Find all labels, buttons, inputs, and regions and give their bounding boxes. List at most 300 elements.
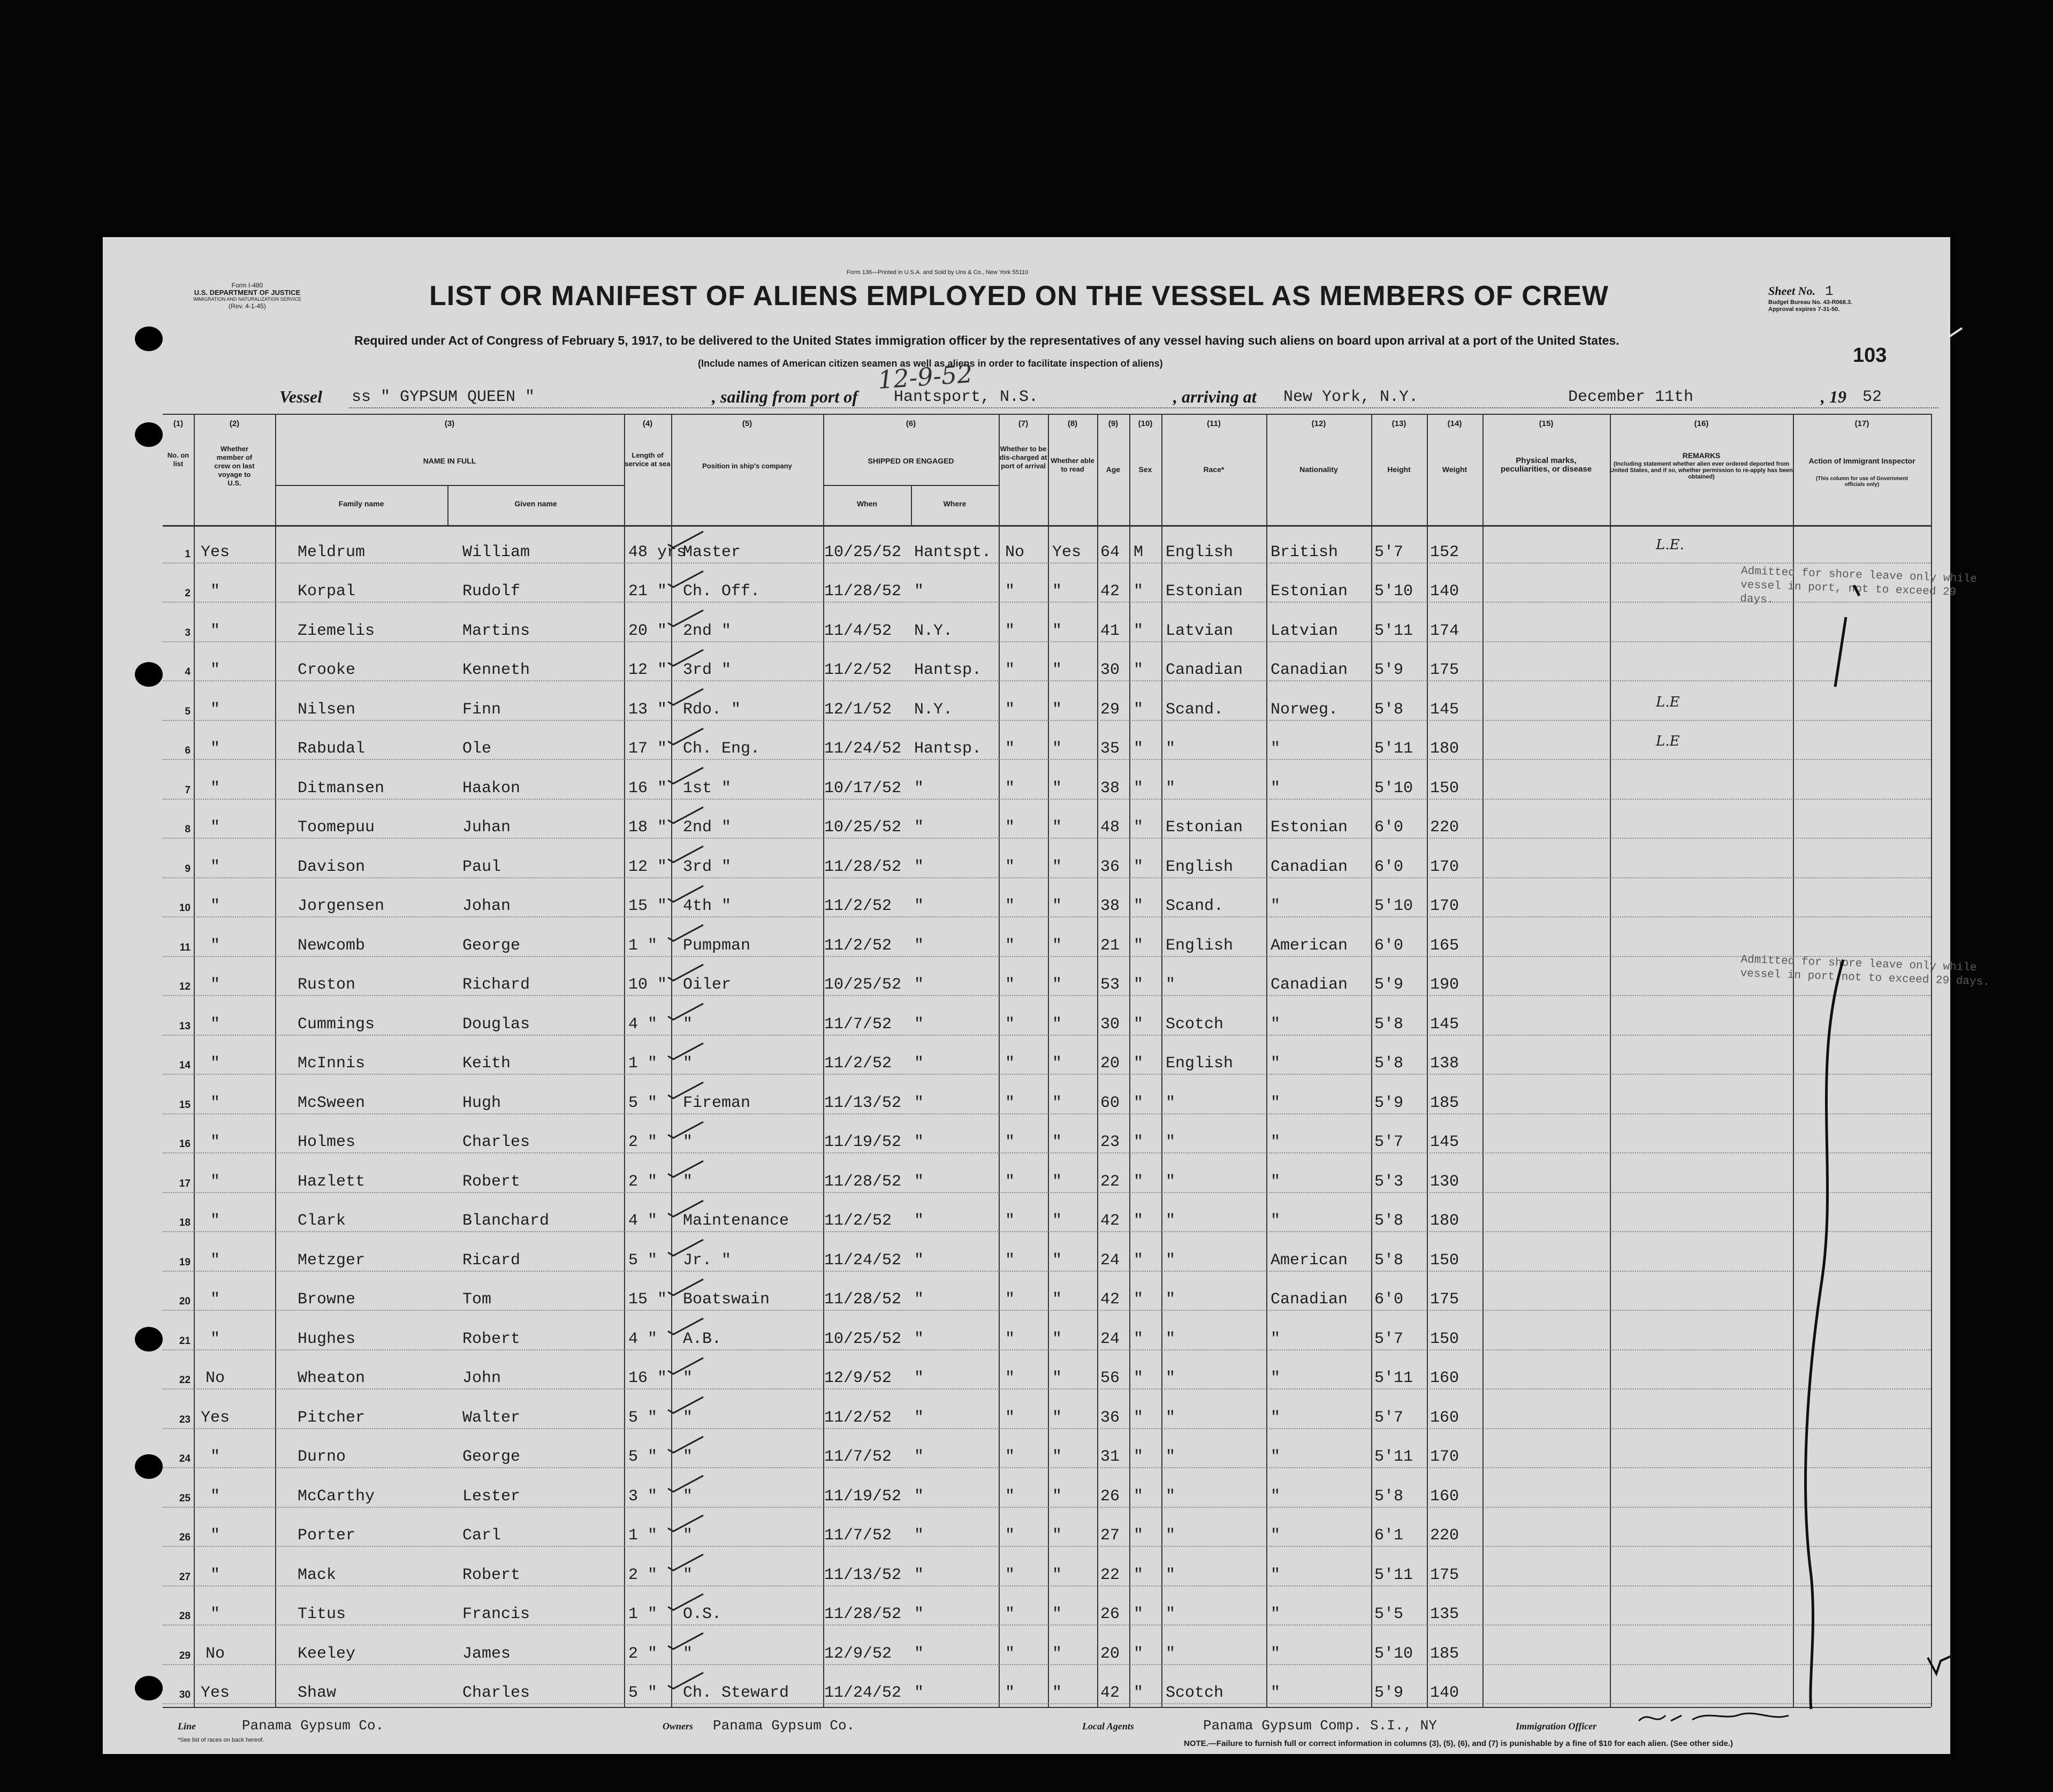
row-number: 30 [179, 1689, 191, 1700]
family-name-cell: Porter [298, 1527, 356, 1545]
where-cell: " [914, 1605, 924, 1623]
height-cell: 5'8 [1374, 1015, 1404, 1034]
col-prev-voyage-header: Whether member of crew on last voyage to U.S. [214, 445, 255, 487]
prev-voyage-cell: Yes [200, 1684, 230, 1702]
prev-voyage-cell: " [210, 1212, 220, 1230]
service-cell: 17 " [628, 740, 667, 758]
col-action-note: (This column for use of Government officials only) [1815, 476, 1908, 488]
given-name-cell: Haakon [462, 779, 521, 798]
position-cell: " [683, 1133, 693, 1151]
age-cell: 48 [1100, 818, 1120, 837]
position-cell: " [683, 1369, 693, 1387]
table-row [163, 998, 1931, 1038]
row-number: 10 [179, 902, 191, 914]
when-cell: 11/4/52 [824, 621, 892, 640]
weight-cell: 152 [1430, 543, 1459, 561]
family-name-cell: Rabudal [298, 740, 366, 758]
read-cell: " [1052, 1133, 1062, 1151]
table-row [163, 644, 1931, 684]
service-cell: 12 " [628, 857, 667, 876]
row-number: 17 [179, 1178, 191, 1189]
when-cell: 11/28/52 [824, 1290, 902, 1309]
position-cell: Jr. " [683, 1251, 732, 1270]
weight-cell: 190 [1430, 976, 1459, 994]
prev-voyage-cell: " [210, 621, 220, 640]
where-cell: " [914, 1290, 924, 1309]
read-cell: " [1052, 1448, 1062, 1466]
given-name-cell: Tom [462, 1290, 492, 1309]
race-cell: Estonian [1166, 818, 1243, 837]
sex-cell: " [1134, 818, 1144, 837]
read-cell: " [1052, 582, 1062, 601]
given-name-cell: Keith [462, 1054, 511, 1073]
family-name-cell: Ruston [298, 976, 356, 994]
col-remarks-note: (Including statement whether alien ever ordered deported from United States, and if so, whether permission to re-apply has been obtained) [1610, 461, 1793, 480]
department: U.S. DEPARTMENT OF JUSTICE [194, 288, 301, 297]
nationality-cell: American [1271, 936, 1348, 955]
sex-cell: " [1134, 740, 1144, 758]
discharged-cell: " [1005, 621, 1015, 640]
position-cell: Ch. Eng. [683, 740, 761, 758]
age-cell: 26 [1100, 1605, 1120, 1623]
row-dotted-line [163, 1271, 1931, 1272]
punch-hole [135, 662, 163, 687]
where-cell: " [914, 582, 924, 601]
prev-voyage-cell: Yes [200, 543, 230, 561]
col-position-header: Position in ship's company [702, 462, 792, 470]
nationality-cell: " [1271, 1566, 1281, 1584]
row-number: 3 [185, 627, 191, 639]
family-name-cell: Hughes [298, 1330, 356, 1348]
where-cell: " [914, 897, 924, 915]
where-cell: " [914, 1251, 924, 1270]
row-number: 13 [179, 1020, 191, 1032]
row-dotted-line [163, 1507, 1931, 1508]
officer-label: Immigration Officer [1516, 1721, 1597, 1732]
tick-mark [666, 1591, 714, 1612]
height-cell: 5'8 [1374, 1054, 1404, 1073]
when-cell: 11/28/52 [824, 857, 902, 876]
column-number: (8) [1067, 419, 1078, 428]
tick-mark [666, 1669, 714, 1691]
owners-label: Owners [663, 1721, 694, 1732]
age-cell: 36 [1100, 1408, 1120, 1427]
table-row [163, 1038, 1931, 1077]
discharged-cell: " [1005, 779, 1015, 798]
row-number: 23 [179, 1414, 191, 1425]
row-dotted-line [163, 1231, 1931, 1233]
tick-mark [666, 804, 714, 825]
row-dotted-line [163, 1428, 1931, 1430]
where-cell: " [914, 936, 924, 955]
form-title: LIST OR MANIFEST OF ALIENS EMPLOYED ON THE VESSEL AS MEMBERS OF CREW [429, 280, 1609, 312]
tick-mark [666, 1276, 714, 1297]
race-cell: " [1166, 1094, 1176, 1112]
race-cell: " [1166, 1408, 1176, 1427]
arrival-date: December 11th [1568, 388, 1694, 406]
budget-number: Budget Bureau No. 43-R068.3. [1768, 299, 1853, 306]
weight-cell: 175 [1430, 661, 1459, 679]
table-row [163, 802, 1931, 841]
table-row [163, 920, 1931, 959]
discharged-cell: " [1005, 976, 1015, 994]
position-cell: Boatswain [683, 1290, 770, 1309]
row-number: 2 [185, 588, 191, 599]
table-row [163, 605, 1931, 644]
tick-mark [666, 1472, 714, 1494]
prev-voyage-cell: " [210, 897, 220, 915]
read-cell: " [1052, 1290, 1062, 1309]
column-number: (11) [1207, 419, 1221, 428]
service-cell: 4 " [628, 1212, 658, 1230]
remarks-stamp: Admitted for shore leave only while vessel in port, not to exceed 29 days. [1739, 565, 1978, 606]
when-cell: 11/19/52 [824, 1133, 902, 1151]
position-cell: " [683, 1487, 693, 1506]
given-name-cell: Paul [462, 857, 501, 876]
read-cell: " [1052, 700, 1062, 719]
col-when-header: When [856, 499, 878, 508]
where-cell: Hantsp. [914, 661, 982, 679]
tick-mark [666, 1551, 714, 1573]
races-footnote: *See list of races on back hereof. [178, 1737, 264, 1743]
discharged-cell: " [1005, 661, 1015, 679]
discharged-cell: " [1005, 1212, 1015, 1230]
given-name-cell: Robert [462, 1330, 521, 1348]
where-cell: " [914, 1054, 924, 1073]
sex-cell: " [1134, 1487, 1144, 1506]
discharged-cell: " [1005, 1448, 1015, 1466]
discharged-cell: " [1005, 936, 1015, 955]
weight-cell: 175 [1430, 1566, 1459, 1584]
service-cell: 2 " [628, 1566, 658, 1584]
row-dotted-line [163, 1546, 1931, 1547]
discharged-cell: " [1005, 1290, 1015, 1309]
weight-cell: 160 [1430, 1408, 1459, 1427]
prev-voyage-cell: " [210, 1094, 220, 1112]
family-name-cell: Crooke [298, 661, 356, 679]
position-cell: " [683, 1527, 693, 1545]
height-cell: 5'5 [1374, 1605, 1404, 1623]
read-cell: " [1052, 1487, 1062, 1506]
read-cell: " [1052, 1172, 1062, 1191]
race-cell: " [1166, 1566, 1176, 1584]
nationality-cell: British [1271, 543, 1339, 561]
revision: (Rev. 4-1-45) [229, 302, 266, 310]
prev-voyage-cell: " [210, 976, 220, 994]
where-cell: " [914, 1408, 924, 1427]
read-cell: " [1052, 1408, 1062, 1427]
tick-mark [666, 1000, 714, 1022]
row-number: 6 [185, 745, 191, 756]
position-cell: Master [683, 543, 741, 561]
service-cell: 21 " [628, 582, 667, 601]
given-name-cell: William [462, 543, 530, 561]
prev-voyage-cell: " [210, 779, 220, 798]
race-cell: " [1166, 1448, 1176, 1466]
height-cell: 5'8 [1374, 1251, 1404, 1270]
sex-cell: " [1134, 1605, 1144, 1623]
prev-voyage-cell: " [210, 1605, 220, 1623]
weight-cell: 150 [1430, 779, 1459, 798]
read-cell: " [1052, 976, 1062, 994]
prev-voyage-cell: " [210, 1448, 220, 1466]
weight-cell: 170 [1430, 857, 1459, 876]
read-cell: " [1052, 779, 1062, 798]
family-name-cell: Metzger [298, 1251, 366, 1270]
given-name-cell: James [462, 1644, 511, 1663]
discharged-cell: " [1005, 1408, 1015, 1427]
race-cell: English [1166, 936, 1234, 955]
tick-mark [666, 1158, 714, 1179]
sailing-label: , sailing from port of [712, 387, 858, 406]
prev-voyage-cell: " [210, 1133, 220, 1151]
nationality-cell: Canadian [1271, 976, 1348, 994]
remarks-cell: L.E [1656, 733, 1680, 749]
read-cell: " [1052, 1644, 1062, 1663]
table-row [163, 880, 1931, 920]
nationality-cell: " [1271, 779, 1281, 798]
service-cell: 16 " [628, 1369, 667, 1387]
given-name-cell: George [462, 1448, 521, 1466]
age-cell: 24 [1100, 1330, 1120, 1348]
table-row [163, 1313, 1931, 1353]
column-number: (10) [1138, 419, 1153, 428]
race-cell: English [1166, 1054, 1234, 1073]
row-dotted-line [163, 602, 1931, 603]
race-cell: " [1166, 1487, 1176, 1506]
punch-hole [135, 422, 163, 447]
nationality-cell: Estonian [1271, 818, 1348, 837]
when-cell: 11/28/52 [824, 1172, 902, 1191]
where-cell: " [914, 1369, 924, 1387]
prev-voyage-cell: " [210, 1527, 220, 1545]
sex-cell: " [1134, 857, 1144, 876]
row-dotted-line [163, 680, 1931, 682]
height-cell: 5'10 [1374, 1644, 1413, 1663]
age-cell: 26 [1100, 1487, 1120, 1506]
remarks-cell: L.E. [1656, 536, 1684, 553]
row-dotted-line [163, 1152, 1931, 1154]
table-row [163, 1117, 1931, 1156]
penalty-note: NOTE.—Failure to furnish full or correct information in columns (3), (5), (6), and (7) is punishable by a fine of $10 for each alien. (See other side.) [1184, 1739, 1733, 1748]
family-name-cell: Cummings [298, 1015, 375, 1034]
height-cell: 5'9 [1374, 1094, 1404, 1112]
row-number: 1 [185, 548, 191, 560]
height-cell: 5'7 [1374, 1330, 1404, 1348]
given-name-cell: John [462, 1369, 501, 1387]
when-cell: 11/24/52 [824, 1251, 902, 1270]
table-row [163, 1549, 1931, 1589]
age-cell: 22 [1100, 1172, 1120, 1191]
read-cell: " [1052, 818, 1062, 837]
owners-value: Panama Gypsum Co. [713, 1718, 855, 1734]
discharged-cell: " [1005, 818, 1015, 837]
service-cell: 2 " [628, 1644, 658, 1663]
read-cell: " [1052, 1054, 1062, 1073]
sheet-number: 1 [1825, 283, 1834, 299]
given-name-cell: Robert [462, 1172, 521, 1191]
age-cell: 20 [1100, 1644, 1120, 1663]
when-cell: 11/2/52 [824, 1054, 892, 1073]
remarks-stamp: Admitted for shore leave only while vessel in port not to exceed 29 days. [1740, 953, 1990, 989]
nationality-cell: " [1271, 1605, 1281, 1623]
when-cell: 10/25/52 [824, 543, 902, 561]
where-cell: " [914, 1015, 924, 1034]
sex-cell: " [1134, 1015, 1144, 1034]
sex-cell: " [1134, 1448, 1144, 1466]
row-number: 7 [185, 784, 191, 796]
race-cell: " [1166, 779, 1176, 798]
row-dotted-line [163, 1624, 1931, 1626]
position-cell: " [683, 1172, 693, 1191]
row-dotted-line [163, 1388, 1931, 1390]
discharged-cell: " [1005, 1251, 1015, 1270]
where-cell: N.Y. [914, 700, 953, 719]
row-number: 4 [185, 666, 191, 678]
tick-mark [666, 1394, 714, 1415]
col-height-header: Height [1387, 465, 1411, 474]
sex-cell: " [1134, 1290, 1144, 1309]
weight-cell: 150 [1430, 1330, 1459, 1348]
height-cell: 5'11 [1374, 1566, 1413, 1584]
age-cell: 24 [1100, 1251, 1120, 1270]
column-number: (6) [906, 419, 916, 428]
when-cell: 11/2/52 [824, 897, 892, 915]
remarks-cell: L.E [1656, 694, 1680, 710]
family-name-cell: Nilsen [298, 700, 356, 719]
height-cell: 5'3 [1374, 1172, 1404, 1191]
weight-cell: 130 [1430, 1172, 1459, 1191]
given-name-cell: Carl [462, 1527, 501, 1545]
race-cell: Scand. [1166, 700, 1224, 719]
service-cell: 1 " [628, 1527, 658, 1545]
nationality-cell: Canadian [1271, 1290, 1348, 1309]
weight-cell: 185 [1430, 1644, 1459, 1663]
prev-voyage-cell: " [210, 700, 220, 719]
weight-cell: 145 [1430, 1015, 1459, 1034]
family-name-cell: Pitcher [298, 1408, 366, 1427]
col-physical-header: Physical marks, peculiarities, or disease [1500, 456, 1592, 474]
sex-cell: " [1134, 1644, 1144, 1663]
when-cell: 11/24/52 [824, 740, 902, 758]
service-cell: 12 " [628, 661, 667, 679]
nationality-cell: " [1271, 1408, 1281, 1427]
col-no-header: No. on list [167, 451, 189, 468]
discharged-cell: " [1005, 1330, 1015, 1348]
read-cell: " [1052, 1330, 1062, 1348]
nationality-cell: Latvian [1271, 621, 1339, 640]
height-cell: 5'8 [1374, 1487, 1404, 1506]
sex-cell: " [1134, 1251, 1144, 1270]
family-name-cell: McCarthy [298, 1487, 375, 1506]
family-name-cell: Mack [298, 1566, 337, 1584]
table-row [163, 1667, 1931, 1707]
table-row [163, 1510, 1931, 1550]
table-row [163, 959, 1931, 999]
where-cell: " [914, 1527, 924, 1545]
table-row [163, 1392, 1931, 1431]
row-dotted-line [163, 838, 1931, 839]
tick-mark [666, 1315, 714, 1337]
service-cell: 2 " [628, 1172, 658, 1191]
given-name-cell: Lester [462, 1487, 521, 1506]
family-name-cell: Toomepuu [298, 818, 375, 837]
column-number: (3) [444, 419, 455, 428]
discharged-cell: " [1005, 740, 1015, 758]
sex-cell: " [1134, 1566, 1144, 1584]
discharged-cell: " [1005, 1644, 1015, 1663]
weight-cell: 175 [1430, 1290, 1459, 1309]
nationality-cell: " [1271, 1330, 1281, 1348]
height-cell: 6'0 [1374, 857, 1404, 876]
when-cell: 10/17/52 [824, 779, 902, 798]
sex-cell: " [1134, 1212, 1144, 1230]
given-name-cell: Hugh [462, 1094, 501, 1112]
discharged-cell: " [1005, 1094, 1015, 1112]
age-cell: 20 [1100, 1054, 1120, 1073]
prev-voyage-cell: Yes [200, 1408, 230, 1427]
discharged-cell: " [1005, 1054, 1015, 1073]
read-cell: " [1052, 1369, 1062, 1387]
height-cell: 5'10 [1374, 897, 1413, 915]
row-number: 19 [179, 1256, 191, 1268]
col-nationality-header: Nationality [1299, 465, 1338, 474]
race-cell: Scand. [1166, 897, 1224, 915]
punch-hole [135, 1454, 163, 1479]
weight-cell: 170 [1430, 1448, 1459, 1466]
name-subheader-line [275, 485, 624, 486]
printer-note: Form 136—Printed in U.S.A. and Sold by Uns & Co., New York 55110 [847, 269, 1029, 276]
given-name-cell: Charles [462, 1133, 530, 1151]
column-number: (2) [229, 419, 240, 428]
race-cell: Estonian [1166, 582, 1243, 601]
prev-voyage-cell: " [210, 1330, 220, 1348]
height-cell: 5'9 [1374, 976, 1404, 994]
nationality-cell: " [1271, 1527, 1281, 1545]
arrival-port: New York, N.Y. [1283, 388, 1419, 406]
table-row [163, 526, 1931, 566]
position-cell: Fireman [683, 1094, 751, 1112]
family-name-cell: Titus [298, 1605, 346, 1623]
where-cell: " [914, 857, 924, 876]
race-cell: " [1166, 1605, 1176, 1623]
form-id-block [172, 282, 322, 310]
family-name-cell: Clark [298, 1212, 346, 1230]
column-number: (12) [1311, 419, 1326, 428]
when-cell: 11/13/52 [824, 1094, 902, 1112]
tick-mark [666, 961, 714, 983]
col-weight-header: Weight [1442, 465, 1467, 474]
race-cell: " [1166, 1644, 1176, 1663]
punch-hole [135, 1327, 163, 1351]
height-cell: 5'7 [1374, 1408, 1404, 1427]
given-name-cell: Johan [462, 897, 511, 915]
given-name-cell: Finn [462, 700, 501, 719]
where-cell: " [914, 976, 924, 994]
read-cell: " [1052, 1527, 1062, 1545]
discharged-cell: " [1005, 1015, 1015, 1034]
service-cell: 13 " [628, 700, 667, 719]
vessel-name: ss " GYPSUM QUEEN " [352, 388, 535, 406]
sex-cell: " [1134, 1527, 1144, 1545]
when-cell: 11/2/52 [824, 936, 892, 955]
col-family-name-header: Family name [338, 499, 384, 508]
discharged-cell: " [1005, 1566, 1015, 1584]
row-number: 22 [179, 1375, 191, 1386]
service-cell: 10 " [628, 976, 667, 994]
position-cell: 1st " [683, 779, 732, 798]
nationality-cell: Canadian [1271, 857, 1348, 876]
